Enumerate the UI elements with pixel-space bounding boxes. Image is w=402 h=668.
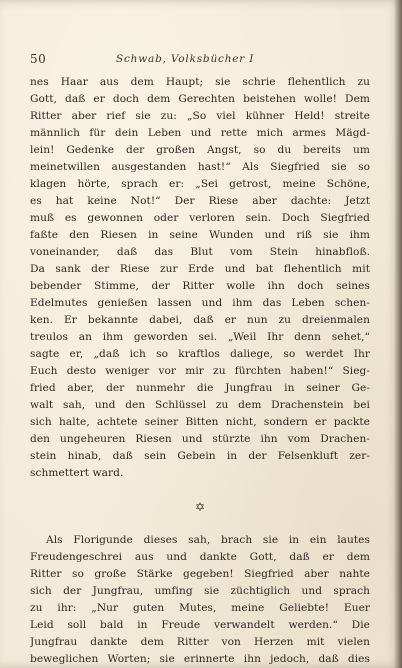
text-line: stein hinab, daß sein Gebein in der Felsenkluft zer- (30, 450, 370, 462)
paragraph-2 (30, 532, 370, 668)
text-line: schmettert ward. (30, 467, 124, 479)
text-line: Euch desto weniger vor mir zu fürchten haben!“ Sieg- (30, 365, 370, 377)
text-line: zu ihr: „Nur guten Mutes, meine Geliebte! Euer (30, 602, 370, 614)
page-number: 50 (30, 52, 47, 66)
six-pointed-star-icon: ✡ (194, 500, 206, 514)
text-line: voneinander, daß das Blut vom Stein hinabfloß. (30, 246, 370, 258)
text-line: sich der Jungfrau, umfing sie züchtiglich und sprach (30, 585, 370, 597)
text-line: es hat keine Not!“ Der Riese aber dachte: Jetzt (30, 195, 370, 207)
text-line: walt sah, und den Schlüssel zu dem Drachenstein bei (30, 399, 370, 411)
text-line: bebender Stimme, der Ritter wolle ihn doch seines (30, 280, 370, 292)
text-line: muß es gewonnen oder verloren sein. Doch Siegfried (30, 212, 370, 224)
text-line: Gott, daß er doch dem Gerechten beistehen wolle! Dem (30, 93, 370, 105)
text-line: sich halte, achtete seiner Bitten nicht, sondern er packte (30, 416, 370, 428)
text-line: treulos an ihm geworden sei. „Weil Ihr denn sehet,“ (30, 331, 370, 343)
text-line: lein! Gedenke der großen Angst, so du bereits um (30, 144, 370, 156)
page-header (30, 52, 368, 68)
text-line: klagen hörte, sprach er: „Sei getrost, meine Schöne, (30, 178, 370, 190)
body-text (30, 74, 370, 668)
page-edge-shadow (394, 0, 402, 668)
text-line: Als Florigunde dieses sah, brach sie in ein lautes (46, 534, 370, 546)
text-line: beweglichen Worten; sie erinnerte ihn jedoch, daß dies (30, 653, 370, 665)
text-line: Edelmutes genießen lassen und ihm das Leben schen- (30, 297, 370, 309)
text-line: nes Haar aus dem Haupt; sie schrie flehentlich zu (30, 76, 370, 88)
text-line: Jungfrau dankte dem Ritter von Herzen mit vielen (30, 636, 370, 648)
text-line: den ungeheuren Riesen und stürzte ihn vom Drachen- (30, 433, 370, 445)
running-head: Schwab, Volksbücher I (116, 53, 255, 65)
text-line: Da sank der Riese zur Erde und bat flehentlich mit (30, 263, 370, 275)
text-line: fried aber, der nunmehr die Jungfrau in seiner Ge- (30, 382, 370, 394)
text-line: Ritter so große Stärke gegeben! Siegfried aber nahte (30, 568, 370, 580)
text-line: ken. Er bekannte dabei, daß er nun zu dreienmalen (30, 314, 370, 326)
paragraph-1 (30, 74, 370, 482)
text-line: männlich für dein Leben und rette mich armes Mägd- (30, 127, 370, 139)
section-ornament (30, 482, 370, 532)
text-line: sagte er, „daß ich so kraftlos daliege, so werdet Ihr (30, 348, 370, 360)
text-line: Leid soll bald in Freude verwandelt werden.“ Die (30, 619, 370, 631)
text-line: faßte den Riesen in seine Wunden und riß sie ihm (30, 229, 370, 241)
text-line: meinetwillen ausgestanden hast!“ Als Siegfried sie so (30, 161, 370, 173)
text-line: Freudengeschrei aus und dankte Gott, daß er dem (30, 551, 370, 563)
text-line: Ritter aber rief sie zu: „So viel kühner Held! streite (30, 110, 370, 122)
